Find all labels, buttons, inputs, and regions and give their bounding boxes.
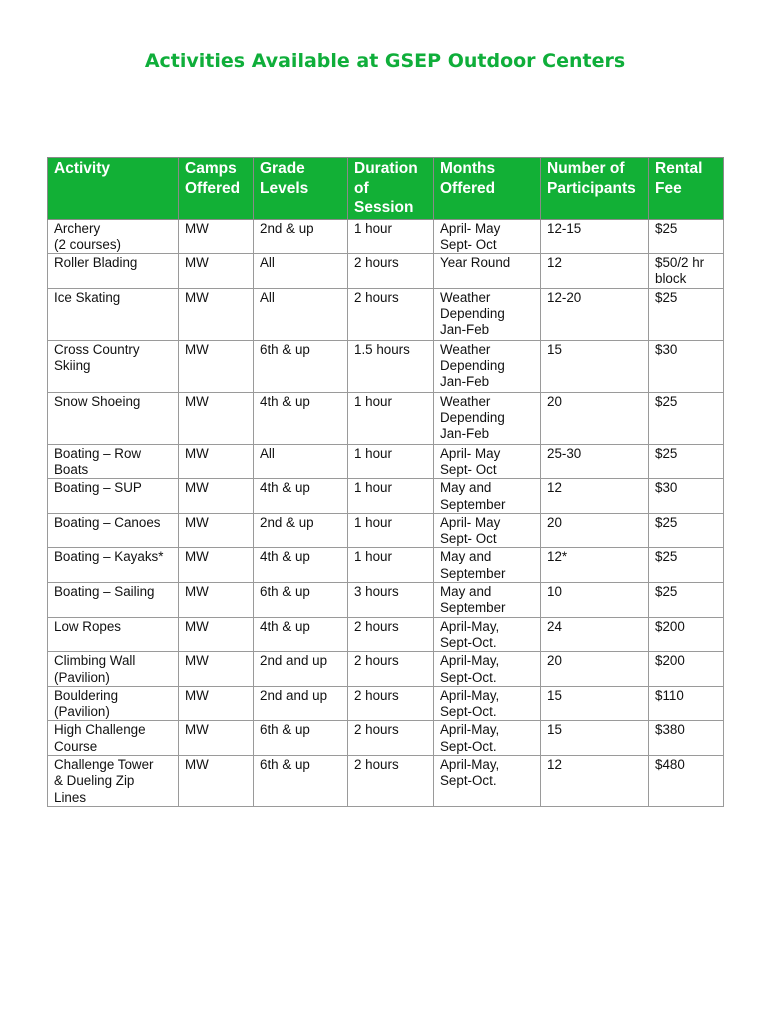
cell-months-offered: May and September <box>434 548 541 583</box>
cell-grade-levels: 6th & up <box>254 756 348 807</box>
cell-duration: 3 hours <box>348 583 434 618</box>
cell-duration: 1 hour <box>348 392 434 444</box>
cell-activity: Low Ropes <box>48 617 179 652</box>
table-row <box>48 340 724 392</box>
cell-participants: 20 <box>541 392 649 444</box>
cell-months-offered: April- May Sept- Oct <box>434 513 541 548</box>
cell-months-offered: May and September <box>434 583 541 618</box>
cell-activity: Boating – SUP <box>48 479 179 514</box>
cell-activity: Archery (2 courses) <box>48 219 179 254</box>
cell-grade-levels: 6th & up <box>254 340 348 392</box>
cell-duration: 1 hour <box>348 219 434 254</box>
cell-activity: Boating – Canoes <box>48 513 179 548</box>
table-row <box>48 254 724 289</box>
cell-months-offered: Weather Depending Jan-Feb <box>434 392 541 444</box>
table-row <box>48 392 724 444</box>
cell-participants: 10 <box>541 583 649 618</box>
cell-duration: 2 hours <box>348 288 434 340</box>
cell-rental-fee: $50/2 hr block <box>649 254 724 289</box>
cell-camps-offered: MW <box>179 479 254 514</box>
cell-months-offered: April- May Sept- Oct <box>434 444 541 479</box>
column-header-participants: Number of Participants <box>541 158 649 220</box>
column-header-duration: Duration of Session <box>348 158 434 220</box>
cell-camps-offered: MW <box>179 756 254 807</box>
cell-duration: 2 hours <box>348 617 434 652</box>
cell-months-offered: April-May, Sept-Oct. <box>434 721 541 756</box>
cell-months-offered: May and September <box>434 479 541 514</box>
cell-months-offered: April-May, Sept-Oct. <box>434 617 541 652</box>
cell-months-offered: April-May, Sept-Oct. <box>434 756 541 807</box>
cell-participants: 12 <box>541 254 649 289</box>
table-row <box>48 513 724 548</box>
activities-table <box>47 157 724 807</box>
cell-grade-levels: 6th & up <box>254 583 348 618</box>
cell-rental-fee: $25 <box>649 288 724 340</box>
cell-rental-fee: $30 <box>649 340 724 392</box>
cell-participants: 15 <box>541 340 649 392</box>
cell-months-offered: April- May Sept- Oct <box>434 219 541 254</box>
cell-activity: Challenge Tower & Dueling Zip Lines <box>48 756 179 807</box>
cell-camps-offered: MW <box>179 392 254 444</box>
cell-grade-levels: 2nd & up <box>254 513 348 548</box>
cell-duration: 2 hours <box>348 686 434 721</box>
cell-camps-offered: MW <box>179 686 254 721</box>
table-header-row <box>48 158 724 220</box>
table-row <box>48 721 724 756</box>
cell-rental-fee: $200 <box>649 652 724 687</box>
cell-activity: High Challenge Course <box>48 721 179 756</box>
cell-rental-fee: $25 <box>649 548 724 583</box>
cell-camps-offered: MW <box>179 548 254 583</box>
page-title: Activities Available at GSEP Outdoor Centers <box>144 50 626 72</box>
cell-grade-levels: 2nd and up <box>254 686 348 721</box>
cell-grade-levels: All <box>254 254 348 289</box>
cell-rental-fee: $110 <box>649 686 724 721</box>
cell-rental-fee: $25 <box>649 583 724 618</box>
cell-rental-fee: $380 <box>649 721 724 756</box>
table-row <box>48 444 724 479</box>
table-row <box>48 617 724 652</box>
cell-participants: 25-30 <box>541 444 649 479</box>
cell-activity: Boating – Sailing <box>48 583 179 618</box>
cell-participants: 24 <box>541 617 649 652</box>
cell-grade-levels: 4th & up <box>254 392 348 444</box>
cell-duration: 2 hours <box>348 721 434 756</box>
cell-duration: 1 hour <box>348 444 434 479</box>
table-row <box>48 548 724 583</box>
column-header-months-offered: Months Offered <box>434 158 541 220</box>
cell-camps-offered: MW <box>179 513 254 548</box>
cell-camps-offered: MW <box>179 652 254 687</box>
table-row <box>48 479 724 514</box>
cell-duration: 1.5 hours <box>348 340 434 392</box>
cell-camps-offered: MW <box>179 583 254 618</box>
cell-months-offered: Weather Depending Jan-Feb <box>434 288 541 340</box>
cell-activity: Cross Country Skiing <box>48 340 179 392</box>
cell-camps-offered: MW <box>179 254 254 289</box>
cell-rental-fee: $480 <box>649 756 724 807</box>
cell-rental-fee: $25 <box>649 444 724 479</box>
cell-participants: 12-20 <box>541 288 649 340</box>
cell-activity: Roller Blading <box>48 254 179 289</box>
table-row <box>48 288 724 340</box>
cell-activity: Ice Skating <box>48 288 179 340</box>
column-header-grade-levels: Grade Levels <box>254 158 348 220</box>
cell-rental-fee: $200 <box>649 617 724 652</box>
table-row <box>48 583 724 618</box>
cell-duration: 2 hours <box>348 652 434 687</box>
cell-participants: 12 <box>541 756 649 807</box>
cell-months-offered: Year Round <box>434 254 541 289</box>
cell-duration: 1 hour <box>348 548 434 583</box>
cell-grade-levels: All <box>254 444 348 479</box>
cell-participants: 12 <box>541 479 649 514</box>
table-row <box>48 652 724 687</box>
cell-camps-offered: MW <box>179 444 254 479</box>
cell-grade-levels: All <box>254 288 348 340</box>
cell-months-offered: April-May, Sept-Oct. <box>434 686 541 721</box>
table-row <box>48 219 724 254</box>
cell-camps-offered: MW <box>179 721 254 756</box>
cell-grade-levels: 2nd and up <box>254 652 348 687</box>
cell-rental-fee: $25 <box>649 392 724 444</box>
cell-grade-levels: 4th & up <box>254 548 348 583</box>
cell-rental-fee: $30 <box>649 479 724 514</box>
cell-grade-levels: 4th & up <box>254 617 348 652</box>
cell-participants: 20 <box>541 652 649 687</box>
cell-grade-levels: 4th & up <box>254 479 348 514</box>
cell-activity: Climbing Wall (Pavilion) <box>48 652 179 687</box>
cell-participants: 20 <box>541 513 649 548</box>
cell-camps-offered: MW <box>179 617 254 652</box>
table-row <box>48 756 724 807</box>
cell-duration: 1 hour <box>348 513 434 548</box>
column-header-rental-fee: Rental Fee <box>649 158 724 220</box>
cell-participants: 15 <box>541 686 649 721</box>
cell-duration: 2 hours <box>348 756 434 807</box>
cell-participants: 15 <box>541 721 649 756</box>
cell-activity: Snow Shoeing <box>48 392 179 444</box>
column-header-activity: Activity <box>48 158 179 220</box>
cell-participants: 12* <box>541 548 649 583</box>
cell-camps-offered: MW <box>179 288 254 340</box>
cell-camps-offered: MW <box>179 340 254 392</box>
column-header-camps-offered: Camps Offered <box>179 158 254 220</box>
cell-duration: 2 hours <box>348 254 434 289</box>
cell-grade-levels: 6th & up <box>254 721 348 756</box>
cell-participants: 12-15 <box>541 219 649 254</box>
cell-months-offered: Weather Depending Jan-Feb <box>434 340 541 392</box>
table-row <box>48 686 724 721</box>
cell-grade-levels: 2nd & up <box>254 219 348 254</box>
cell-activity: Boating – Row Boats <box>48 444 179 479</box>
cell-camps-offered: MW <box>179 219 254 254</box>
cell-months-offered: April-May, Sept-Oct. <box>434 652 541 687</box>
cell-activity: Boating – Kayaks* <box>48 548 179 583</box>
cell-activity: Bouldering (Pavilion) <box>48 686 179 721</box>
table-body <box>48 219 724 806</box>
cell-duration: 1 hour <box>348 479 434 514</box>
cell-rental-fee: $25 <box>649 513 724 548</box>
cell-rental-fee: $25 <box>649 219 724 254</box>
